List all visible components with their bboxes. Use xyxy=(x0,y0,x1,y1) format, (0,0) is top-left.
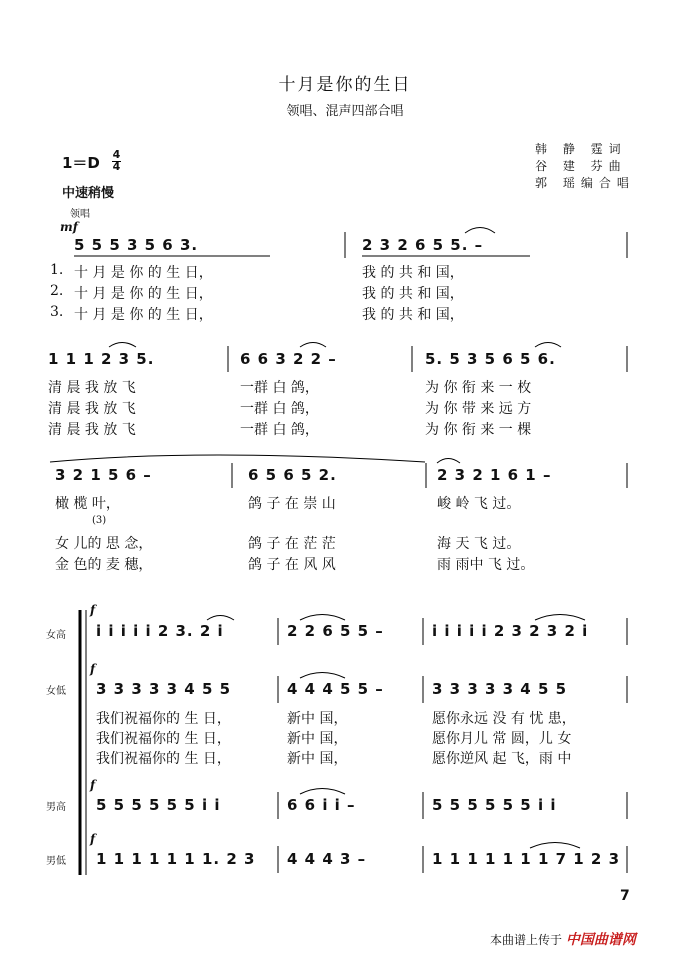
system1-lyric-v3-a: 十 月 是 你 的 生 日， xyxy=(74,307,213,323)
system3-lyric-v2-c: 海 天 飞 过。 xyxy=(437,536,521,552)
choir-lyric-v2-c: 愿你月儿 常 圆，儿 女 xyxy=(432,731,572,747)
system2-lyric-v1-a: 清 晨 我 放 飞 xyxy=(48,380,136,396)
system2-lyric-v2-c: 为 你 带 来 远 方 xyxy=(425,401,532,417)
verse-number-1: 1. xyxy=(50,262,64,278)
key-signature: 1＝D xyxy=(62,154,100,172)
system1-lyric-v1-a: 十 月 是 你 的 生 日， xyxy=(74,265,213,281)
system1-lyric-v3-b: 我 的 共 和 国， xyxy=(362,307,464,323)
time-sig-numerator: 4 xyxy=(112,148,121,161)
system2-lyric-v1-b: 一群 白 鸽， xyxy=(240,380,319,396)
system2-lyric-v2-a: 清 晨 我 放 飞 xyxy=(48,401,136,417)
part-label-alto: 女低 xyxy=(46,686,66,697)
system3-lyric-v3-b: 鸽 子 在 风 风 xyxy=(248,557,336,573)
tenor-notes-m1: 5 5 5 5 5 5 i i xyxy=(96,796,221,814)
lyricist-credit: 韩 静 霆词 xyxy=(535,142,627,156)
system3-lyric-v1-a: 橄 榄 叶， xyxy=(55,496,120,512)
site-logo[interactable]: 中国曲谱网 xyxy=(565,932,636,948)
page-title: 十月是你的生日 xyxy=(278,75,412,95)
dynamic-f-tenor: f xyxy=(90,778,96,792)
system2-lyric-v3-c: 为 你 衔 来 一 棵 xyxy=(425,422,532,438)
system3-lyric-v2-b: 鸽 子 在 茫 茫 xyxy=(248,536,336,552)
part-label-soprano: 女高 xyxy=(46,630,66,641)
system3-lyric-v3-c: 雨 雨中 飞 过。 xyxy=(437,557,535,573)
dynamic-f-alto: f xyxy=(90,662,96,676)
dynamic-mf: mf xyxy=(60,220,78,234)
verse-number-3: 3. xyxy=(50,304,64,320)
alto-notes-m1: 3 3 3 3 3 4 5 5 xyxy=(96,680,232,698)
composer-credit: 谷 建 芬曲 xyxy=(535,159,627,173)
system3-lyric-v2-a: 女 儿的 思 念， xyxy=(55,536,153,552)
time-signature xyxy=(112,150,121,172)
system2-notes-m1: 1 1 1 2 3 5. xyxy=(48,350,155,368)
verse-marker: (3) xyxy=(92,515,107,526)
choir-lyric-v3-b: 新中 国， xyxy=(287,751,348,767)
alto-notes-m2: 4 4 4 5 5 – xyxy=(287,680,384,698)
soprano-notes-m2: 2 2 6 5 5 – xyxy=(287,622,384,640)
arranger-credit: 郭 瑶编合唱 xyxy=(535,176,635,190)
bass-notes-m2: 4 4 4 3 – xyxy=(287,850,367,868)
footer-text: 本曲谱上传于 xyxy=(490,933,563,947)
page-subtitle: 领唱、混声四部合唱 xyxy=(286,104,404,119)
page-number: 7 xyxy=(620,888,630,904)
bass-notes-m3: 1 1 1 1 1 1 1 7 1 2 3 xyxy=(432,850,621,868)
choir-lyric-v1-a: 我们祝福你的 生 日， xyxy=(96,711,231,727)
system2-lyric-v3-a: 清 晨 我 放 飞 xyxy=(48,422,136,438)
tempo-marking: 中速稍慢 xyxy=(62,186,115,201)
system1-notes-m1: 5 5 5 3 5 6 3. xyxy=(74,236,199,254)
choir-lyric-v1-b: 新中 国， xyxy=(287,711,348,727)
system2-lyric-v2-b: 一群 白 鸽， xyxy=(240,401,319,417)
solo-label: 领唱 xyxy=(70,209,90,220)
part-label-bass: 男低 xyxy=(46,856,66,867)
alto-notes-m3: 3 3 3 3 3 4 5 5 xyxy=(432,680,568,698)
choir-lyric-v3-a: 我们祝福你的 生 日， xyxy=(96,751,231,767)
system1-lyric-v2-b: 我 的 共 和 国， xyxy=(362,286,464,302)
system2-lyric-v1-c: 为 你 衔 来 一 枚 xyxy=(425,380,532,396)
choir-lyric-v3-c: 愿你逆风 起 飞，雨 中 xyxy=(432,751,572,767)
bass-notes-m1: 1 1 1 1 1 1 1. 2 3 xyxy=(96,850,256,868)
choir-lyric-v1-c: 愿你永远 没 有 忧 患， xyxy=(432,711,576,727)
part-label-tenor: 男高 xyxy=(46,802,66,813)
system3-notes-m2: 6 5 6 5 2. xyxy=(248,466,337,484)
tenor-notes-m3: 5 5 5 5 5 5 i i xyxy=(432,796,557,814)
choir-lyric-v2-b: 新中 国， xyxy=(287,731,348,747)
system1-lyric-v2-a: 十 月 是 你 的 生 日， xyxy=(74,286,213,302)
system2-notes-m3: 5. 5 3 5 6 5 6. xyxy=(425,350,556,368)
dynamic-f-bass: f xyxy=(90,832,96,846)
system3-lyric-v1-b: 鸽 子 在 崇 山 xyxy=(248,496,336,512)
system3-lyric-v3-a: 金 色的 麦 穗， xyxy=(55,557,153,573)
soprano-notes-m3: i i i i i 2 3 2 3 2 i xyxy=(432,622,589,640)
footer-credit xyxy=(490,929,636,949)
system3-lyric-v1-c: 峻 岭 飞 过。 xyxy=(437,496,521,512)
system3-notes-m1: 3 2 1 5 6 – xyxy=(55,466,152,484)
system1-lyric-v1-b: 我 的 共 和 国， xyxy=(362,265,464,281)
time-sig-denominator: 4 xyxy=(112,160,121,173)
system2-lyric-v3-b: 一群 白 鸽， xyxy=(240,422,319,438)
soprano-notes-m1: i i i i i 2 3. 2 i xyxy=(96,622,224,640)
tenor-notes-m2: 6 6 i i – xyxy=(287,796,356,814)
system2-notes-m2: 6 6 3 2 2 – xyxy=(240,350,337,368)
choir-lyric-v2-a: 我们祝福你的 生 日， xyxy=(96,731,231,747)
system1-notes-m2: 2 3 2 6 5 5. – xyxy=(362,236,484,254)
verse-number-2: 2. xyxy=(50,283,64,299)
dynamic-f-soprano: f xyxy=(90,603,96,617)
system3-notes-m3: 2 3 2 1 6 1 – xyxy=(437,466,552,484)
